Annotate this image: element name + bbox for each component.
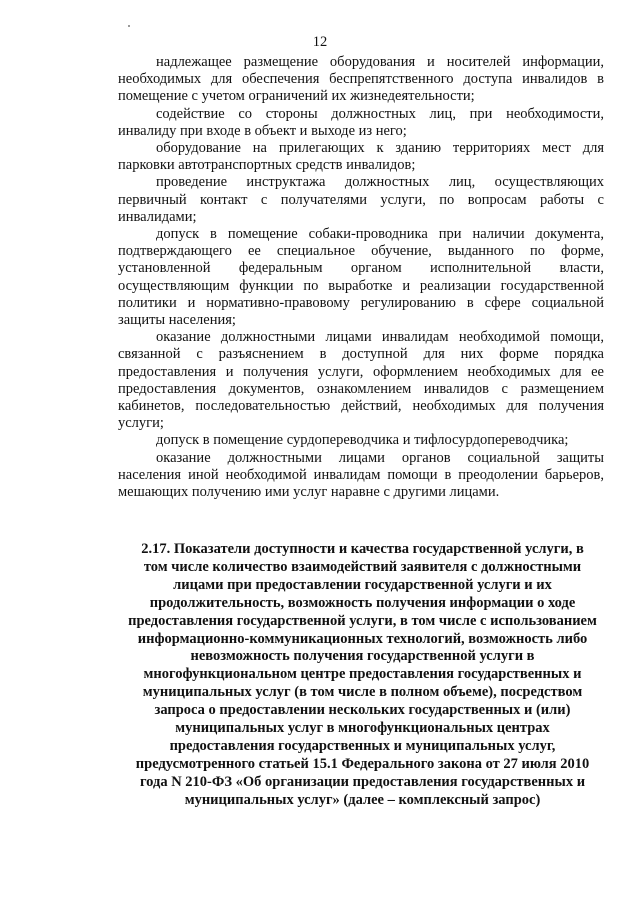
section-heading-line: запроса о предоставлении нескольких государственных и (или) [154,702,571,719]
section-heading-line: невозможность получения государственной услуги в [190,648,535,665]
section-heading-line: продолжительность, возможность получения информации о ходе [149,594,576,611]
page-number: 12 [312,34,328,50]
body-text [118,54,604,501]
section-heading-line: 2.17. Показатели доступности и качества государственной услуги, в [141,541,584,557]
paragraph: оказание должностными лицами органов социальной защиты населения иной необходимой инвалидам помощи в преодолении барьеров, мешающих получению ими услуг наравне с другими лицами. [118,449,604,501]
section-heading-line: многофункциональном центре предоставления государственных и [143,666,582,683]
section-heading-line: предоставления государственных и муниципальных услуг, [169,737,556,754]
section-heading-line: муниципальных услуг» (далее – комплексный запрос) [184,791,541,808]
section-heading [110,541,615,810]
paragraph: оборудование на прилегающих к зданию территориях мест для парковки автотранспортных средств инвалидов; [118,140,604,174]
paragraph: допуск в помещение собаки-проводника при наличии документа, подтверждающего ее специальное обучение, выданного по форме, установленной федеральным органом исполнительной власти, осуществляющим функции по выработке и реализации государственной политики и нормативно-правовому регулированию в сфере социальной защиты населения; [118,226,604,329]
paragraph: оказание должностными лицами инвалидам необходимой помощи, связанной с разъяснением в доступной для них форме порядка предоставления и получения услуги, оформлением необходимых для ее предоставления документов, ознакомлением инвалидов с размещением кабинетов, последовательностью действий, необходимых для получения услуги; [118,329,604,432]
scan-speck [128,25,130,27]
section-heading-line: лицами при предоставлении государственной услуги и их [173,576,552,593]
section-heading-line: муниципальных услуг (в том числе в полном объеме), посредством [142,684,583,701]
section-heading-line: предоставления государственной услуги, в том числе с использованием [128,612,597,629]
section-heading-line: том числе количество взаимодействий заявителя с должностными [143,558,582,575]
paragraph: содействие со стороны должностных лиц, при необходимости, инвалиду при входе в объект и выходе из него; [118,105,604,139]
paragraph: допуск в помещение сурдопереводчика и тифлосурдопереводчика; [156,432,569,449]
section-heading-line: муниципальных услуг в многофункциональных центрах [175,720,550,737]
section-heading-line: года N 210-ФЗ «Об организации предоставления государственных и [139,773,586,790]
paragraph: надлежащее размещение оборудования и носителей информации, необходимых для обеспечения беспрепятственного доступа инвалидов в помещение с учетом ограничений их жизнедеятельности; [118,54,604,105]
paragraph: проведение инструктажа должностных лиц, осуществляющих первичный контакт с получателями услуги, по вопросам работы с инвалидами; [118,174,604,225]
section-heading-line: предусмотренного статьей 15.1 Федерального закона от 27 июля 2010 [135,755,590,772]
section-heading-line: информационно-коммуникационных технологий, возможность либо [137,630,588,647]
